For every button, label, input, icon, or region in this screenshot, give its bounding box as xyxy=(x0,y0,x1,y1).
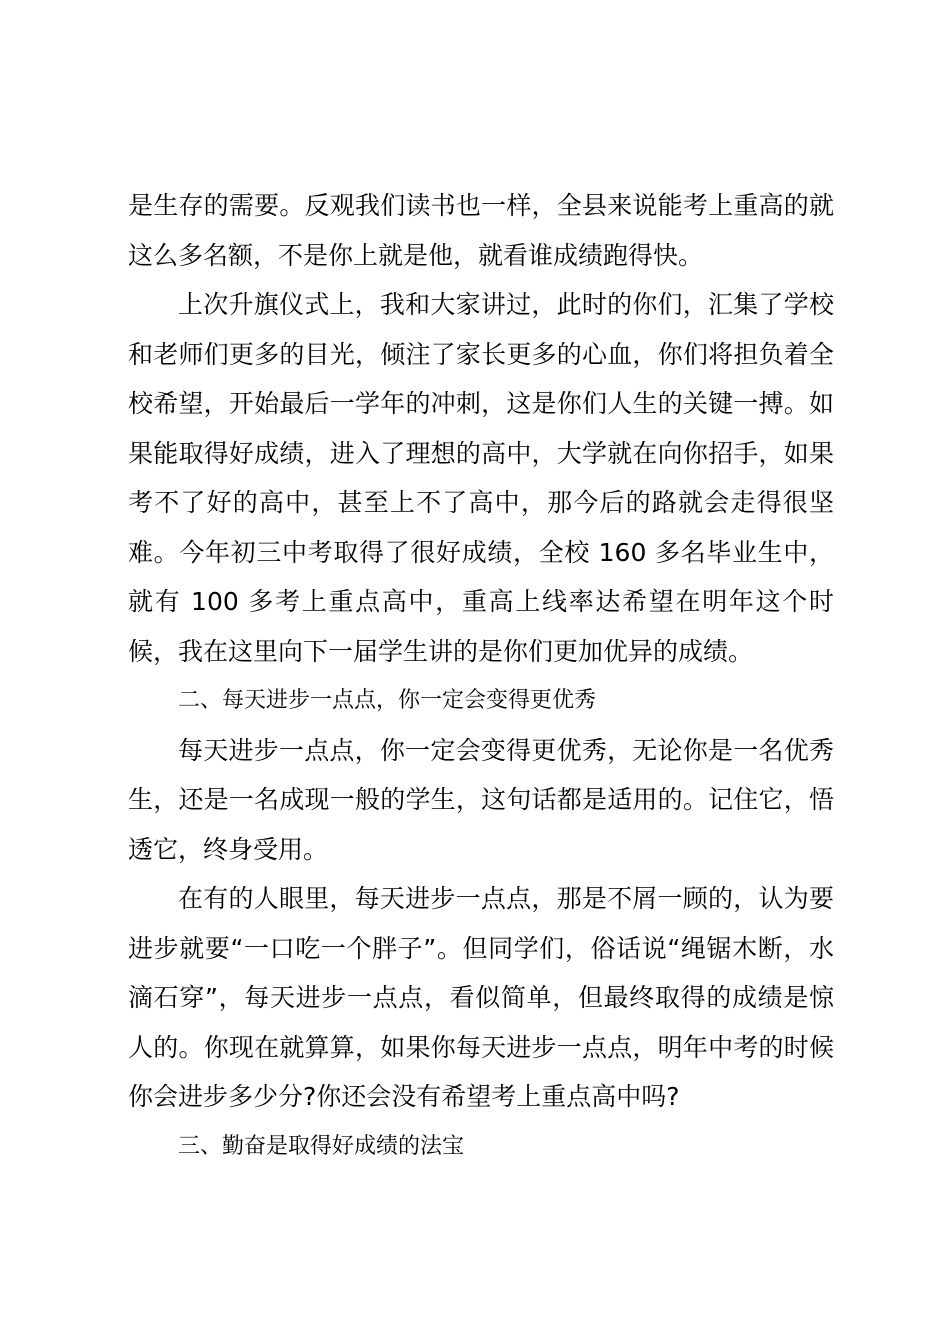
section-heading-three: 三、勤奋是取得好成绩的法宝 xyxy=(178,1133,465,1159)
paragraph-daily-progress: 每天进步一点点，你一定会变得更优秀，无论你是一名优秀生，还是一名成现一般的学生，这句话都是适用的。记住它，悟透它，终身受用。 xyxy=(128,735,834,864)
section-heading-two: 二、每天进步一点点，你一定会变得更优秀 xyxy=(178,688,597,713)
document-page xyxy=(128,181,834,1171)
paragraph-dripping-water: 在有的人眼里，每天进步一点点，那是不屑一顾的，认为要进步就要“一口吃一个胖子”。但同学们，俗话说“绳锯木断，水滴石穿”，每天进步一点点，看似简单，但最终取得的成绩是惊人的。你现在就算算，如果你每天进步一点点，明年中考的时候你会进步多少分?你还会没有希望考上重点高中吗? xyxy=(128,884,834,1111)
paragraph-flag-ceremony: 上次升旗仪式上，我和大家讲过，此时的你们，汇集了学校和老师们更多的目光，倾注了家长更多的心血，你们将担负着全校希望，开始最后一学年的冲刺，这是你们人生的关键一搏。如果能取得好成绩，进入了理想的高中，大学就在向你招手，如果考不了好的高中，甚至上不了高中，那今后的路就会走得很坚难。今年初三中考取得了很好成绩，全校 160 多名毕业生中，就有 100 多考上重点高中，重高上线率达希望在明年这个时候，我在这里向下一届学生讲的是你们更加优异的成绩。 xyxy=(128,290,834,666)
paragraph-continued: 是生存的需要。反观我们读书也一样，全县来说能考上重高的就这么多名额，不是你上就是他，就看谁成绩跑得快。 xyxy=(128,191,834,270)
